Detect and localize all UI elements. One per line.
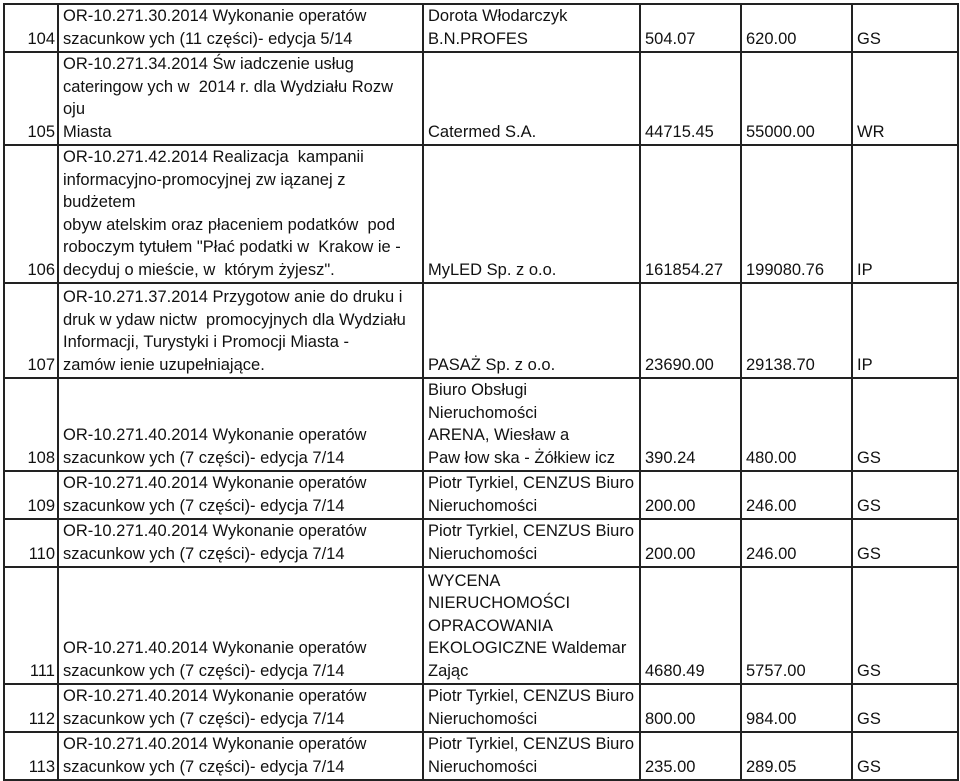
contracts-table [3, 3, 959, 781]
table-row [4, 519, 958, 567]
contract-description: OR-10.271.40.2014 Wykonanie operatów szacunkow ych (7 części)- edycja 7/14 [58, 378, 423, 471]
gross-amount: 29138.70 [741, 283, 852, 378]
gross-amount: 55000.00 [741, 52, 852, 145]
contract-description: OR-10.271.42.2014 Realizacja kampanii informacyjno-promocyjnej zw iązanej z budżetem obyw atelskim oraz płaceniem podatków pod roboczym tytułem "Płać podatki w Krakow ie - decyduj o mieście, w którym żyjesz". [58, 145, 423, 283]
row-number: 104 [4, 4, 58, 52]
row-number: 105 [4, 52, 58, 145]
table-row [4, 4, 958, 52]
contract-description: OR-10.271.40.2014 Wykonanie operatów szacunkow ych (7 części)- edycja 7/14 [58, 519, 423, 567]
row-number: 106 [4, 145, 58, 283]
table-row [4, 52, 958, 145]
contract-description: OR-10.271.30.2014 Wykonanie operatów szacunkow ych (11 części)- edycja 5/14 [58, 4, 423, 52]
net-amount: 504.07 [640, 4, 741, 52]
contractor-name: Catermed S.A. [423, 52, 640, 145]
contractor-name: PASAŻ Sp. z o.o. [423, 283, 640, 378]
table-row [4, 732, 958, 780]
net-amount: 800.00 [640, 684, 741, 732]
contractor-name: MyLED Sp. z o.o. [423, 145, 640, 283]
row-number: 111 [4, 567, 58, 684]
net-amount: 44715.45 [640, 52, 741, 145]
table-row [4, 145, 958, 283]
net-amount: 23690.00 [640, 283, 741, 378]
table-row [4, 283, 958, 378]
department-code: GS [852, 4, 958, 52]
contractor-name: Piotr Tyrkiel, CENZUS Biuro Nieruchomości [423, 519, 640, 567]
gross-amount: 246.00 [741, 471, 852, 519]
department-code: GS [852, 684, 958, 732]
row-number: 110 [4, 519, 58, 567]
contractor-name: Piotr Tyrkiel, CENZUS Biuro Nieruchomości [423, 732, 640, 780]
net-amount: 200.00 [640, 471, 741, 519]
contract-description: OR-10.271.34.2014 Św iadczenie usług cateringow ych w 2014 r. dla Wydziału Rozw oju Miasta [58, 52, 423, 145]
contract-description: OR-10.271.40.2014 Wykonanie operatów szacunkow ych (7 części)- edycja 7/14 [58, 567, 423, 684]
row-number: 109 [4, 471, 58, 519]
table-row [4, 471, 958, 519]
department-code: GS [852, 567, 958, 684]
row-number: 112 [4, 684, 58, 732]
contractor-name: Piotr Tyrkiel, CENZUS Biuro Nieruchomości [423, 471, 640, 519]
row-number: 108 [4, 378, 58, 471]
net-amount: 161854.27 [640, 145, 741, 283]
contract-description: OR-10.271.37.2014 Przygotow anie do druku i druk w ydaw nictw promocyjnych dla Wydziału Informacji, Turystyki i Promocji Miasta - zamów ienie uzupełniające. [58, 283, 423, 378]
net-amount: 4680.49 [640, 567, 741, 684]
department-code: WR [852, 52, 958, 145]
table-row [4, 684, 958, 732]
department-code: IP [852, 283, 958, 378]
department-code: GS [852, 471, 958, 519]
row-number: 113 [4, 732, 58, 780]
contract-description: OR-10.271.40.2014 Wykonanie operatów szacunkow ych (7 części)- edycja 7/14 [58, 684, 423, 732]
contractor-name: Dorota Włodarczyk B.N.PROFES [423, 4, 640, 52]
gross-amount: 984.00 [741, 684, 852, 732]
net-amount: 200.00 [640, 519, 741, 567]
net-amount: 390.24 [640, 378, 741, 471]
contractor-name: WYCENA NIERUCHOMOŚCI OPRACOWANIA EKOLOGICZNE Waldemar Zając [423, 567, 640, 684]
gross-amount: 5757.00 [741, 567, 852, 684]
contract-description: OR-10.271.40.2014 Wykonanie operatów szacunkow ych (7 części)- edycja 7/14 [58, 471, 423, 519]
contractor-name: Biuro Obsługi Nieruchomości ARENA, Wiesław a Paw łow ska - Żółkiew icz [423, 378, 640, 471]
gross-amount: 289.05 [741, 732, 852, 780]
gross-amount: 620.00 [741, 4, 852, 52]
contractor-name: Piotr Tyrkiel, CENZUS Biuro Nieruchomości [423, 684, 640, 732]
row-number: 107 [4, 283, 58, 378]
department-code: GS [852, 378, 958, 471]
department-code: IP [852, 145, 958, 283]
contract-description: OR-10.271.40.2014 Wykonanie operatów szacunkow ych (7 części)- edycja 7/14 [58, 732, 423, 780]
net-amount: 235.00 [640, 732, 741, 780]
department-code: GS [852, 732, 958, 780]
table-row [4, 378, 958, 471]
department-code: GS [852, 519, 958, 567]
gross-amount: 246.00 [741, 519, 852, 567]
table-row [4, 567, 958, 684]
gross-amount: 480.00 [741, 378, 852, 471]
gross-amount: 199080.76 [741, 145, 852, 283]
